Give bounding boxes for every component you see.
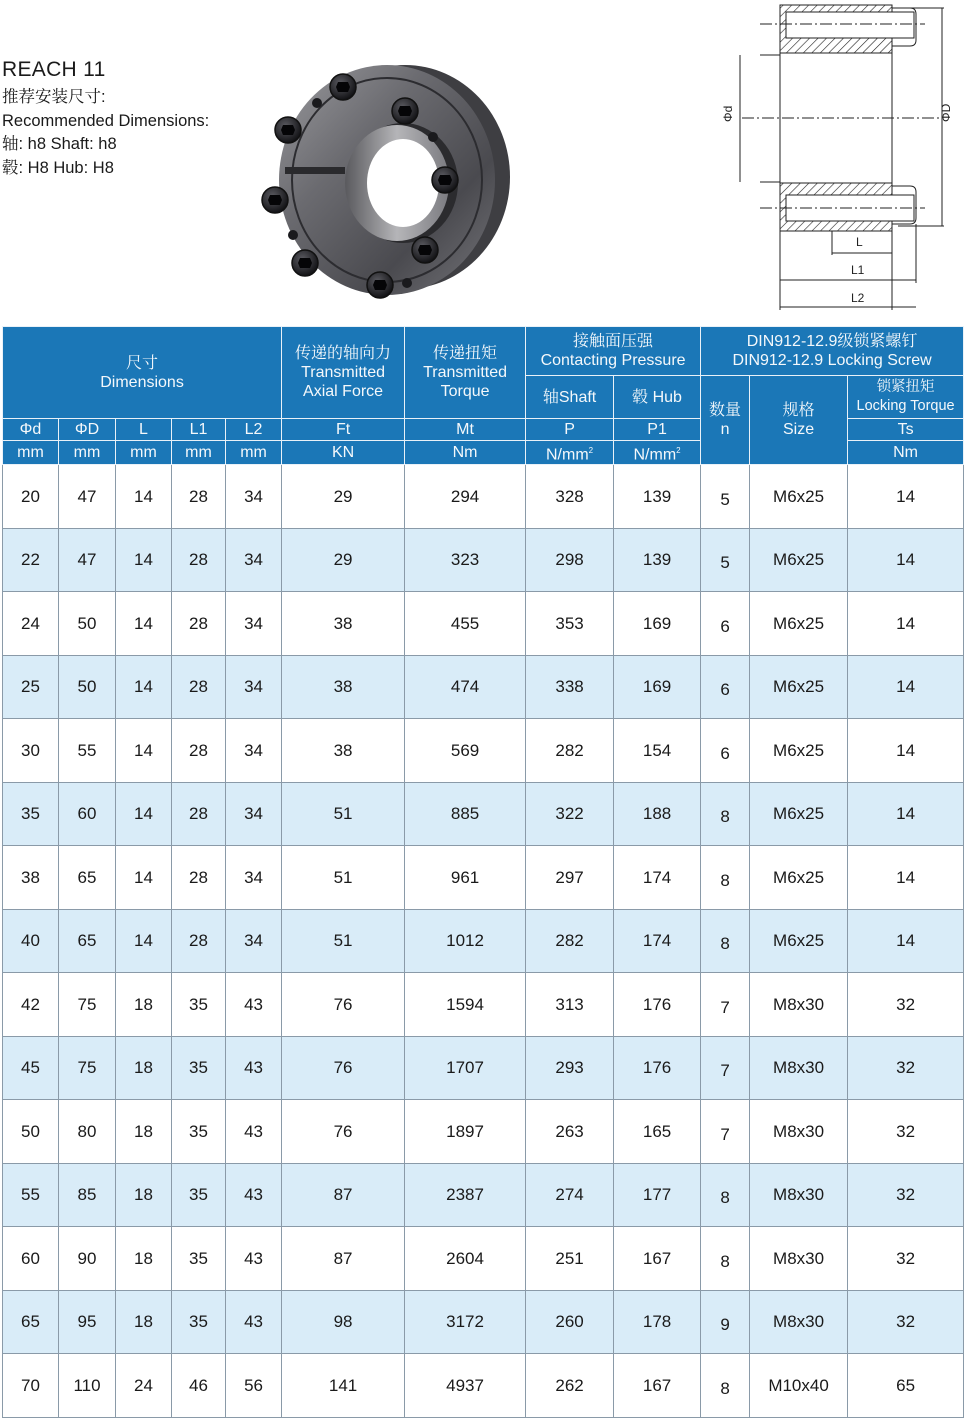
cell-Ft: 38 bbox=[282, 592, 405, 656]
cell-D: 65 bbox=[59, 909, 116, 973]
cell-L: 18 bbox=[116, 1163, 172, 1227]
cell-n: 7 bbox=[701, 1100, 750, 1164]
cell-d: 25 bbox=[3, 655, 59, 719]
torque-cn: 传递扭矩 bbox=[433, 345, 498, 362]
table-row bbox=[3, 1163, 964, 1227]
cell-Mt: 1897 bbox=[405, 1100, 526, 1164]
cell-Ts: 14 bbox=[848, 909, 964, 973]
cell-d: 24 bbox=[3, 592, 59, 656]
cell-size: M8x30 bbox=[750, 1100, 848, 1164]
cell-Ts: 14 bbox=[848, 719, 964, 783]
table-row bbox=[3, 592, 964, 656]
cell-L2: 34 bbox=[226, 782, 282, 846]
torque-en2: Torque bbox=[440, 383, 490, 400]
cell-Ft: 141 bbox=[282, 1354, 405, 1418]
axial-en2: Axial Force bbox=[303, 383, 384, 400]
cell-P1: 167 bbox=[614, 1354, 701, 1418]
unit-pressure bbox=[614, 441, 701, 465]
cell-P: 282 bbox=[526, 909, 614, 973]
cell-D: 90 bbox=[59, 1227, 116, 1291]
cell-P1: 174 bbox=[614, 846, 701, 910]
cell-Mt: 1012 bbox=[405, 909, 526, 973]
cell-D: 50 bbox=[59, 655, 116, 719]
cell-Mt: 4937 bbox=[405, 1354, 526, 1418]
cell-Ts: 32 bbox=[848, 1036, 964, 1100]
cell-L1: 35 bbox=[172, 1290, 226, 1354]
cell-L1: 28 bbox=[172, 909, 226, 973]
cell-Ts: 14 bbox=[848, 592, 964, 656]
cell-L: 24 bbox=[116, 1354, 172, 1418]
cell-d: 50 bbox=[3, 1100, 59, 1164]
cell-Ft: 29 bbox=[282, 528, 405, 592]
locking-cn: 锁紧扭矩 bbox=[876, 379, 935, 395]
cell-L1: 28 bbox=[172, 655, 226, 719]
cell-d: 30 bbox=[3, 719, 59, 783]
cell-P: 353 bbox=[526, 592, 614, 656]
cell-L1: 28 bbox=[172, 719, 226, 783]
unit-pressure-text: N/mm bbox=[546, 446, 589, 464]
cell-P1: 139 bbox=[614, 465, 701, 529]
cell-P1: 188 bbox=[614, 782, 701, 846]
cell-d: 70 bbox=[3, 1354, 59, 1418]
cell-size: M6x25 bbox=[750, 655, 848, 719]
cell-L2: 56 bbox=[226, 1354, 282, 1418]
quantity-header bbox=[701, 376, 750, 465]
cell-Ts: 65 bbox=[848, 1354, 964, 1418]
cell-Ts: 14 bbox=[848, 528, 964, 592]
cell-Ft: 76 bbox=[282, 1036, 405, 1100]
dimensions-header bbox=[3, 327, 282, 419]
cell-P: 322 bbox=[526, 782, 614, 846]
cell-Mt: 961 bbox=[405, 846, 526, 910]
cross-section-drawing bbox=[720, 0, 965, 318]
cell-Ts: 14 bbox=[848, 846, 964, 910]
unit-nm: Nm bbox=[405, 441, 526, 465]
cell-n: 6 bbox=[701, 592, 750, 656]
table-row bbox=[3, 1036, 964, 1100]
cell-P1: 169 bbox=[614, 592, 701, 656]
unit-sup: 2 bbox=[676, 446, 681, 455]
cell-D: 85 bbox=[59, 1163, 116, 1227]
cell-L2: 43 bbox=[226, 1100, 282, 1164]
intro-line: 轴: h8 Shaft: h8 bbox=[2, 135, 117, 153]
cell-Ts: 32 bbox=[848, 973, 964, 1037]
cell-L2: 43 bbox=[226, 1036, 282, 1100]
cell-L1: 28 bbox=[172, 465, 226, 529]
cell-size: M8x30 bbox=[750, 973, 848, 1037]
dimensions-cn: 尺寸 bbox=[126, 354, 159, 372]
L1-label: L1 bbox=[851, 263, 865, 277]
table-row bbox=[3, 528, 964, 592]
cell-d: 65 bbox=[3, 1290, 59, 1354]
cell-L1: 28 bbox=[172, 846, 226, 910]
table-row bbox=[3, 846, 964, 910]
cell-D: 50 bbox=[59, 592, 116, 656]
cell-L1: 35 bbox=[172, 1227, 226, 1291]
cell-n: 5 bbox=[701, 465, 750, 529]
screw-en: DIN912-12.9 Locking Screw bbox=[732, 352, 932, 369]
cell-Ft: 38 bbox=[282, 655, 405, 719]
cell-Ft: 76 bbox=[282, 973, 405, 1037]
cell-L2: 34 bbox=[226, 465, 282, 529]
screw-header bbox=[701, 327, 964, 376]
axial-force-header bbox=[282, 327, 405, 419]
table-row bbox=[3, 655, 964, 719]
locking-torque-header bbox=[848, 376, 964, 419]
cell-Mt: 2604 bbox=[405, 1227, 526, 1291]
cell-L2: 43 bbox=[226, 1227, 282, 1291]
phi-d-label: Φd bbox=[721, 105, 735, 122]
cell-d: 38 bbox=[3, 846, 59, 910]
cell-P: 293 bbox=[526, 1036, 614, 1100]
symbol-phi-d: Φd bbox=[3, 419, 59, 441]
unit-mm: mm bbox=[59, 441, 116, 465]
cell-n: 8 bbox=[701, 1227, 750, 1291]
cell-Ft: 51 bbox=[282, 909, 405, 973]
cell-D: 65 bbox=[59, 846, 116, 910]
table-row bbox=[3, 909, 964, 973]
torque-en1: Transmitted bbox=[423, 364, 507, 381]
cell-Mt: 474 bbox=[405, 655, 526, 719]
cell-L: 14 bbox=[116, 846, 172, 910]
unit-sup: 2 bbox=[588, 446, 594, 455]
cell-P: 328 bbox=[526, 465, 614, 529]
cell-P: 338 bbox=[526, 655, 614, 719]
cell-P1: 178 bbox=[614, 1290, 701, 1354]
cell-L2: 34 bbox=[226, 592, 282, 656]
cell-n: 6 bbox=[701, 655, 750, 719]
cell-L1: 35 bbox=[172, 1100, 226, 1164]
symbol-Ft: Ft bbox=[282, 419, 405, 441]
cell-d: 42 bbox=[3, 973, 59, 1037]
cell-L1: 35 bbox=[172, 1036, 226, 1100]
cell-P: 274 bbox=[526, 1163, 614, 1227]
qty-cn: 数量 bbox=[709, 402, 742, 420]
cell-L2: 34 bbox=[226, 846, 282, 910]
cell-L: 18 bbox=[116, 1100, 172, 1164]
table-row bbox=[3, 1227, 964, 1291]
cell-P1: 176 bbox=[614, 1036, 701, 1100]
cell-size: M8x30 bbox=[750, 1163, 848, 1227]
axial-en1: Transmitted bbox=[301, 364, 385, 381]
table-row bbox=[3, 465, 964, 529]
cell-size: M6x25 bbox=[750, 465, 848, 529]
cell-size: M6x25 bbox=[750, 846, 848, 910]
torque-header bbox=[405, 327, 526, 419]
cell-D: 55 bbox=[59, 719, 116, 783]
symbol-L2: L2 bbox=[226, 419, 282, 441]
cell-L: 14 bbox=[116, 592, 172, 656]
cell-Mt: 569 bbox=[405, 719, 526, 783]
intro-line: 推荐安装尺寸: bbox=[2, 88, 106, 106]
cell-D: 60 bbox=[59, 782, 116, 846]
cell-n: 8 bbox=[701, 909, 750, 973]
cell-L2: 34 bbox=[226, 909, 282, 973]
cell-size: M6x25 bbox=[750, 719, 848, 783]
unit-nm: Nm bbox=[848, 441, 964, 465]
table-row bbox=[3, 782, 964, 846]
cell-n: 5 bbox=[701, 528, 750, 592]
cell-L2: 34 bbox=[226, 719, 282, 783]
unit-pressure-text: N/mm bbox=[633, 446, 677, 464]
symbol-P1: P1 bbox=[614, 419, 701, 441]
cell-Mt: 2387 bbox=[405, 1163, 526, 1227]
cell-Mt: 1594 bbox=[405, 973, 526, 1037]
unit-pressure bbox=[526, 441, 614, 465]
cell-d: 60 bbox=[3, 1227, 59, 1291]
cell-P1: 169 bbox=[614, 655, 701, 719]
shaft-header: 轴Shaft bbox=[526, 376, 614, 419]
cell-d: 40 bbox=[3, 909, 59, 973]
cell-L2: 34 bbox=[226, 528, 282, 592]
cell-L: 14 bbox=[116, 465, 172, 529]
cell-Mt: 1707 bbox=[405, 1036, 526, 1100]
cell-Ts: 14 bbox=[848, 465, 964, 529]
cell-P: 298 bbox=[526, 528, 614, 592]
cell-P1: 177 bbox=[614, 1163, 701, 1227]
cell-D: 75 bbox=[59, 973, 116, 1037]
cell-D: 95 bbox=[59, 1290, 116, 1354]
symbol-phi-D: ΦD bbox=[59, 419, 116, 441]
cell-Ft: 38 bbox=[282, 719, 405, 783]
cell-d: 55 bbox=[3, 1163, 59, 1227]
cell-Ft: 51 bbox=[282, 846, 405, 910]
symbol-L1: L1 bbox=[172, 419, 226, 441]
cell-size: M6x25 bbox=[750, 909, 848, 973]
cell-n: 8 bbox=[701, 1163, 750, 1227]
cell-n: 8 bbox=[701, 782, 750, 846]
table-row bbox=[3, 1354, 964, 1418]
cell-Ts: 14 bbox=[848, 782, 964, 846]
size-en: Size bbox=[783, 421, 815, 439]
cell-Mt: 3172 bbox=[405, 1290, 526, 1354]
unit-kn: KN bbox=[282, 441, 405, 465]
table-row bbox=[3, 719, 964, 783]
cell-size: M6x25 bbox=[750, 782, 848, 846]
cell-D: 47 bbox=[59, 465, 116, 529]
cell-Ts: 32 bbox=[848, 1163, 964, 1227]
symbol-L: L bbox=[116, 419, 172, 441]
symbol-P: P bbox=[526, 419, 614, 441]
cell-Mt: 885 bbox=[405, 782, 526, 846]
cell-d: 20 bbox=[3, 465, 59, 529]
cell-L1: 35 bbox=[172, 1163, 226, 1227]
cell-P1: 165 bbox=[614, 1100, 701, 1164]
cell-L1: 28 bbox=[172, 528, 226, 592]
cell-P: 263 bbox=[526, 1100, 614, 1164]
cell-L: 14 bbox=[116, 909, 172, 973]
cell-L: 14 bbox=[116, 528, 172, 592]
cell-L: 14 bbox=[116, 782, 172, 846]
intro-line: 毂: H8 Hub: H8 bbox=[2, 158, 114, 177]
cell-L2: 43 bbox=[226, 1163, 282, 1227]
cell-L1: 28 bbox=[172, 592, 226, 656]
cell-P: 297 bbox=[526, 846, 614, 910]
cell-Mt: 294 bbox=[405, 465, 526, 529]
cell-P1: 176 bbox=[614, 973, 701, 1037]
cell-D: 80 bbox=[59, 1100, 116, 1164]
cell-n: 7 bbox=[701, 1036, 750, 1100]
L-label: L bbox=[856, 235, 863, 249]
cell-Mt: 323 bbox=[405, 528, 526, 592]
cell-L: 18 bbox=[116, 1227, 172, 1291]
table-row bbox=[3, 973, 964, 1037]
unit-mm: mm bbox=[226, 441, 282, 465]
phi-D-label: ΦD bbox=[939, 103, 953, 122]
intro-line: Recommended Dimensions: bbox=[2, 111, 210, 130]
cell-L: 14 bbox=[116, 655, 172, 719]
pressure-en: Contacting Pressure bbox=[540, 352, 686, 369]
cell-L: 18 bbox=[116, 973, 172, 1037]
cell-L2: 43 bbox=[226, 1290, 282, 1354]
cell-n: 8 bbox=[701, 1354, 750, 1418]
cell-P1: 154 bbox=[614, 719, 701, 783]
cell-P1: 139 bbox=[614, 528, 701, 592]
axial-cn: 传递的轴向力 bbox=[295, 345, 392, 362]
cell-P: 313 bbox=[526, 973, 614, 1037]
cell-D: 110 bbox=[59, 1354, 116, 1418]
cell-Ft: 76 bbox=[282, 1100, 405, 1164]
cell-L1: 35 bbox=[172, 973, 226, 1037]
unit-mm: mm bbox=[3, 441, 59, 465]
cell-size: M8x30 bbox=[750, 1290, 848, 1354]
pressure-cn: 接触面压强 bbox=[573, 333, 654, 350]
cell-n: 6 bbox=[701, 719, 750, 783]
cell-Ft: 51 bbox=[282, 782, 405, 846]
size-cn: 规格 bbox=[782, 402, 815, 420]
hub-header: 毂 Hub bbox=[614, 376, 701, 419]
cell-Mt: 455 bbox=[405, 592, 526, 656]
cell-Ts: 32 bbox=[848, 1290, 964, 1354]
cell-d: 35 bbox=[3, 782, 59, 846]
cell-L2: 43 bbox=[226, 973, 282, 1037]
product-title: REACH 11 bbox=[2, 58, 106, 81]
locking-assembly-photo bbox=[255, 55, 520, 305]
locking-en: Locking Torque bbox=[856, 398, 955, 414]
cell-L1: 28 bbox=[172, 782, 226, 846]
cell-size: M6x25 bbox=[750, 528, 848, 592]
symbol-Mt: Mt bbox=[405, 419, 526, 441]
symbol-Ts: Ts bbox=[848, 419, 964, 441]
size-header bbox=[750, 376, 848, 465]
cell-Ft: 29 bbox=[282, 465, 405, 529]
pressure-header bbox=[526, 327, 701, 376]
screw-cn: DIN912-12.9级锁紧螺钉 bbox=[746, 333, 918, 350]
specification-table bbox=[2, 326, 964, 1418]
dimensions-en: Dimensions bbox=[100, 373, 184, 391]
cell-n: 7 bbox=[701, 973, 750, 1037]
cell-P: 251 bbox=[526, 1227, 614, 1291]
cell-D: 75 bbox=[59, 1036, 116, 1100]
cell-L: 14 bbox=[116, 719, 172, 783]
cell-P: 262 bbox=[526, 1354, 614, 1418]
cell-size: M8x30 bbox=[750, 1227, 848, 1291]
L2-label: L2 bbox=[851, 291, 865, 305]
cell-P1: 167 bbox=[614, 1227, 701, 1291]
cell-P: 260 bbox=[526, 1290, 614, 1354]
cell-n: 9 bbox=[701, 1290, 750, 1354]
cell-Ft: 87 bbox=[282, 1227, 405, 1291]
unit-mm: mm bbox=[172, 441, 226, 465]
cell-d: 22 bbox=[3, 528, 59, 592]
cell-L: 18 bbox=[116, 1036, 172, 1100]
cell-n: 8 bbox=[701, 846, 750, 910]
cell-Ts: 14 bbox=[848, 655, 964, 719]
cell-size: M10x40 bbox=[750, 1354, 848, 1418]
cell-L: 18 bbox=[116, 1290, 172, 1354]
unit-mm: mm bbox=[116, 441, 172, 465]
intro-block bbox=[2, 58, 252, 180]
cell-L1: 46 bbox=[172, 1354, 226, 1418]
cell-P: 282 bbox=[526, 719, 614, 783]
qty-symbol: n bbox=[720, 421, 730, 439]
cell-d: 45 bbox=[3, 1036, 59, 1100]
table-row bbox=[3, 1290, 964, 1354]
cell-size: M8x30 bbox=[750, 1036, 848, 1100]
cell-L2: 34 bbox=[226, 655, 282, 719]
table-body bbox=[3, 465, 964, 1418]
cell-Ts: 32 bbox=[848, 1227, 964, 1291]
cell-Ft: 87 bbox=[282, 1163, 405, 1227]
table-row bbox=[3, 1100, 964, 1164]
cell-Ts: 32 bbox=[848, 1100, 964, 1164]
cell-Ft: 98 bbox=[282, 1290, 405, 1354]
cell-size: M6x25 bbox=[750, 592, 848, 656]
cell-P1: 174 bbox=[614, 909, 701, 973]
cell-D: 47 bbox=[59, 528, 116, 592]
